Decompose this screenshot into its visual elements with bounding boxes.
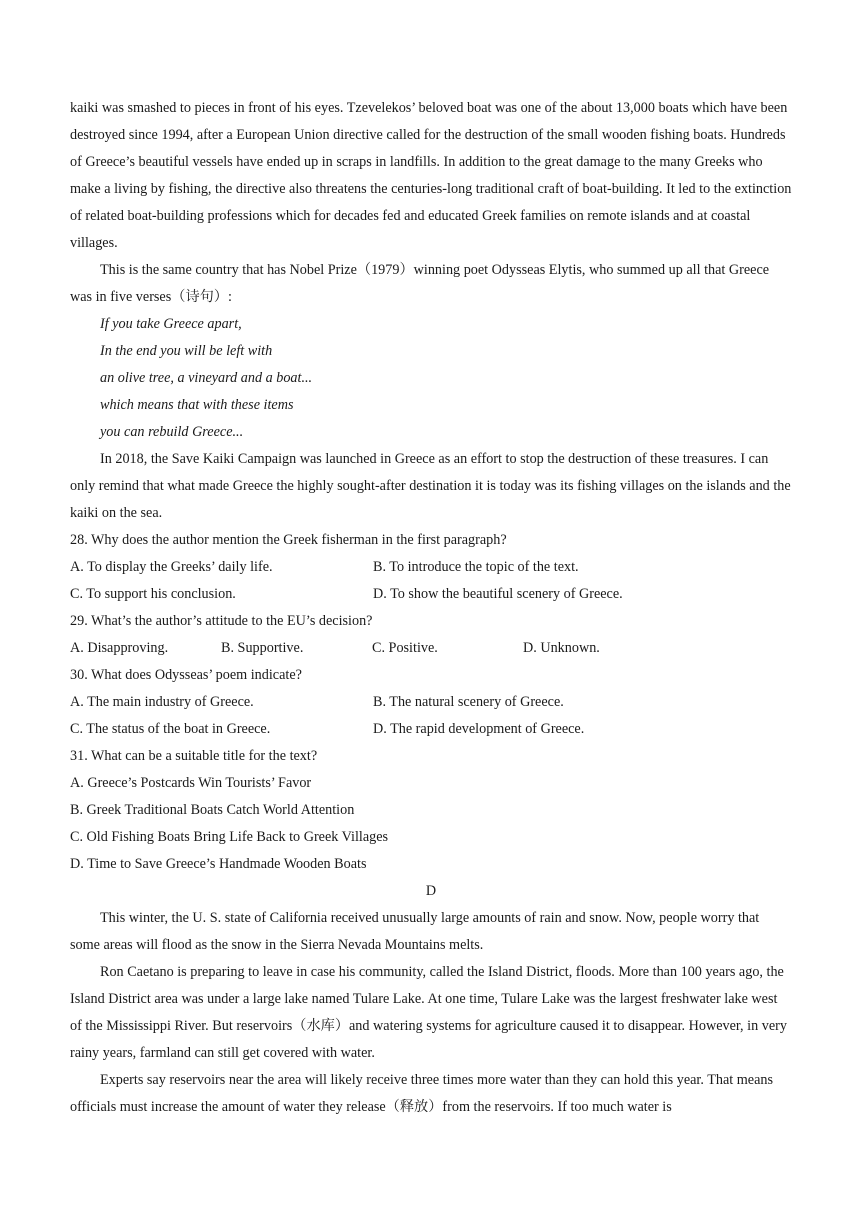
poem-line: In the end you will be left with [100,343,273,359]
options-row [70,716,792,743]
option-d: D. To show the beautiful scenery of Greece. [373,586,623,602]
option-a: A. The main industry of Greece. [70,694,254,710]
option-a: A. To display the Greeks’ daily life. [70,559,273,575]
option-c: C. The status of the boat in Greece. [70,721,271,737]
section-heading: D [425,883,437,899]
options-row [70,581,792,608]
option-c: C. Old Fishing Boats Bring Life Back to Greek Villages [70,829,389,845]
paragraph-3: In 2018, the Save Kaiki Campaign was launched in Greece as an effort to stop the destruction of these treasures. I can only remind that what made Greece the highly sought-after destination it is today was its fishing villages on the islands and the kaiki on the sea. [70,451,791,521]
option-b: B. Supportive. [221,640,304,656]
question-text: 28. Why does the author mention the Greek fisherman in the first paragraph? [70,532,507,548]
poem-line: an olive tree, a vineyard and a boat... [100,370,313,386]
option-d: D. Unknown. [523,640,600,656]
poem-line: you can rebuild Greece... [100,424,244,440]
options-row [70,554,792,581]
poem-line: which means that with these items [100,397,294,413]
option-c: C. Positive. [372,640,438,656]
poem-line: If you take Greece apart, [100,316,242,332]
option-b: B. The natural scenery of Greece. [373,694,564,710]
question-text: 31. What can be a suitable title for the text? [70,748,318,764]
option-a: A. Greece’s Postcards Win Tourists’ Favor [70,775,312,791]
question-30 [70,662,792,743]
question-31 [70,743,792,878]
paragraph-1: kaiki was smashed to pieces in front of his eyes. Tzevelekos’ beloved boat was one of the about 13,000 boats which have been destroyed since 1994, after a European Union directive called for the destruction of the small wooden fishing boats. Hundreds of Greece’s beautiful vessels have ended up in scraps in landfills. In addition to the great damage to the many Greeks who make a living by fishing, the directive also threatens the centuries-long traditional craft of boat-building. It led to the extinction of related boat-building professions which for decades fed and educated Greek families on remote islands and at coastal villages. [70,100,792,251]
passage-d-paragraph-1: This winter, the U. S. state of California received unusually large amounts of rain and snow. Now, people worry that some areas will flood as the snow in the Sierra Nevada Mountains melts. [70,910,760,953]
options-row [70,635,792,662]
document-page [70,95,792,1121]
option-b: B. Greek Traditional Boats Catch World Attention [70,802,355,818]
option-d: D. The rapid development of Greece. [373,721,585,737]
options-row [70,689,792,716]
poem [70,311,792,446]
paragraph-2: This is the same country that has Nobel Prize（1979）winning poet Odysseas Elytis, who summed up all that Greece was in five verses（诗句）: [70,262,770,305]
question-text: 29. What’s the author’s attitude to the EU’s decision? [70,613,373,629]
option-d: D. Time to Save Greece’s Handmade Wooden Boats [70,856,367,872]
option-a: A. Disapproving. [70,640,169,656]
option-c: C. To support his conclusion. [70,586,236,602]
option-b: B. To introduce the topic of the text. [373,559,579,575]
question-28 [70,527,792,608]
passage-d-paragraph-3: Experts say reservoirs near the area will likely receive three times more water than they can hold this year. That means officials must increase the amount of water they release（释放）from the reservoirs. If too much water is [70,1072,773,1115]
question-29 [70,608,792,662]
question-text: 30. What does Odysseas’ poem indicate? [70,667,302,683]
passage-d-paragraph-2: Ron Caetano is preparing to leave in case his community, called the Island District, floods. More than 100 years ago, the Island District area was under a large lake named Tulare Lake. At one time, Tulare Lake was the largest freshwater lake west of the Mississippi River. But reservoirs（水库）and watering systems for agriculture caused it to disappear. However, in very rainy years, farmland can still get covered with water. [70,964,787,1061]
